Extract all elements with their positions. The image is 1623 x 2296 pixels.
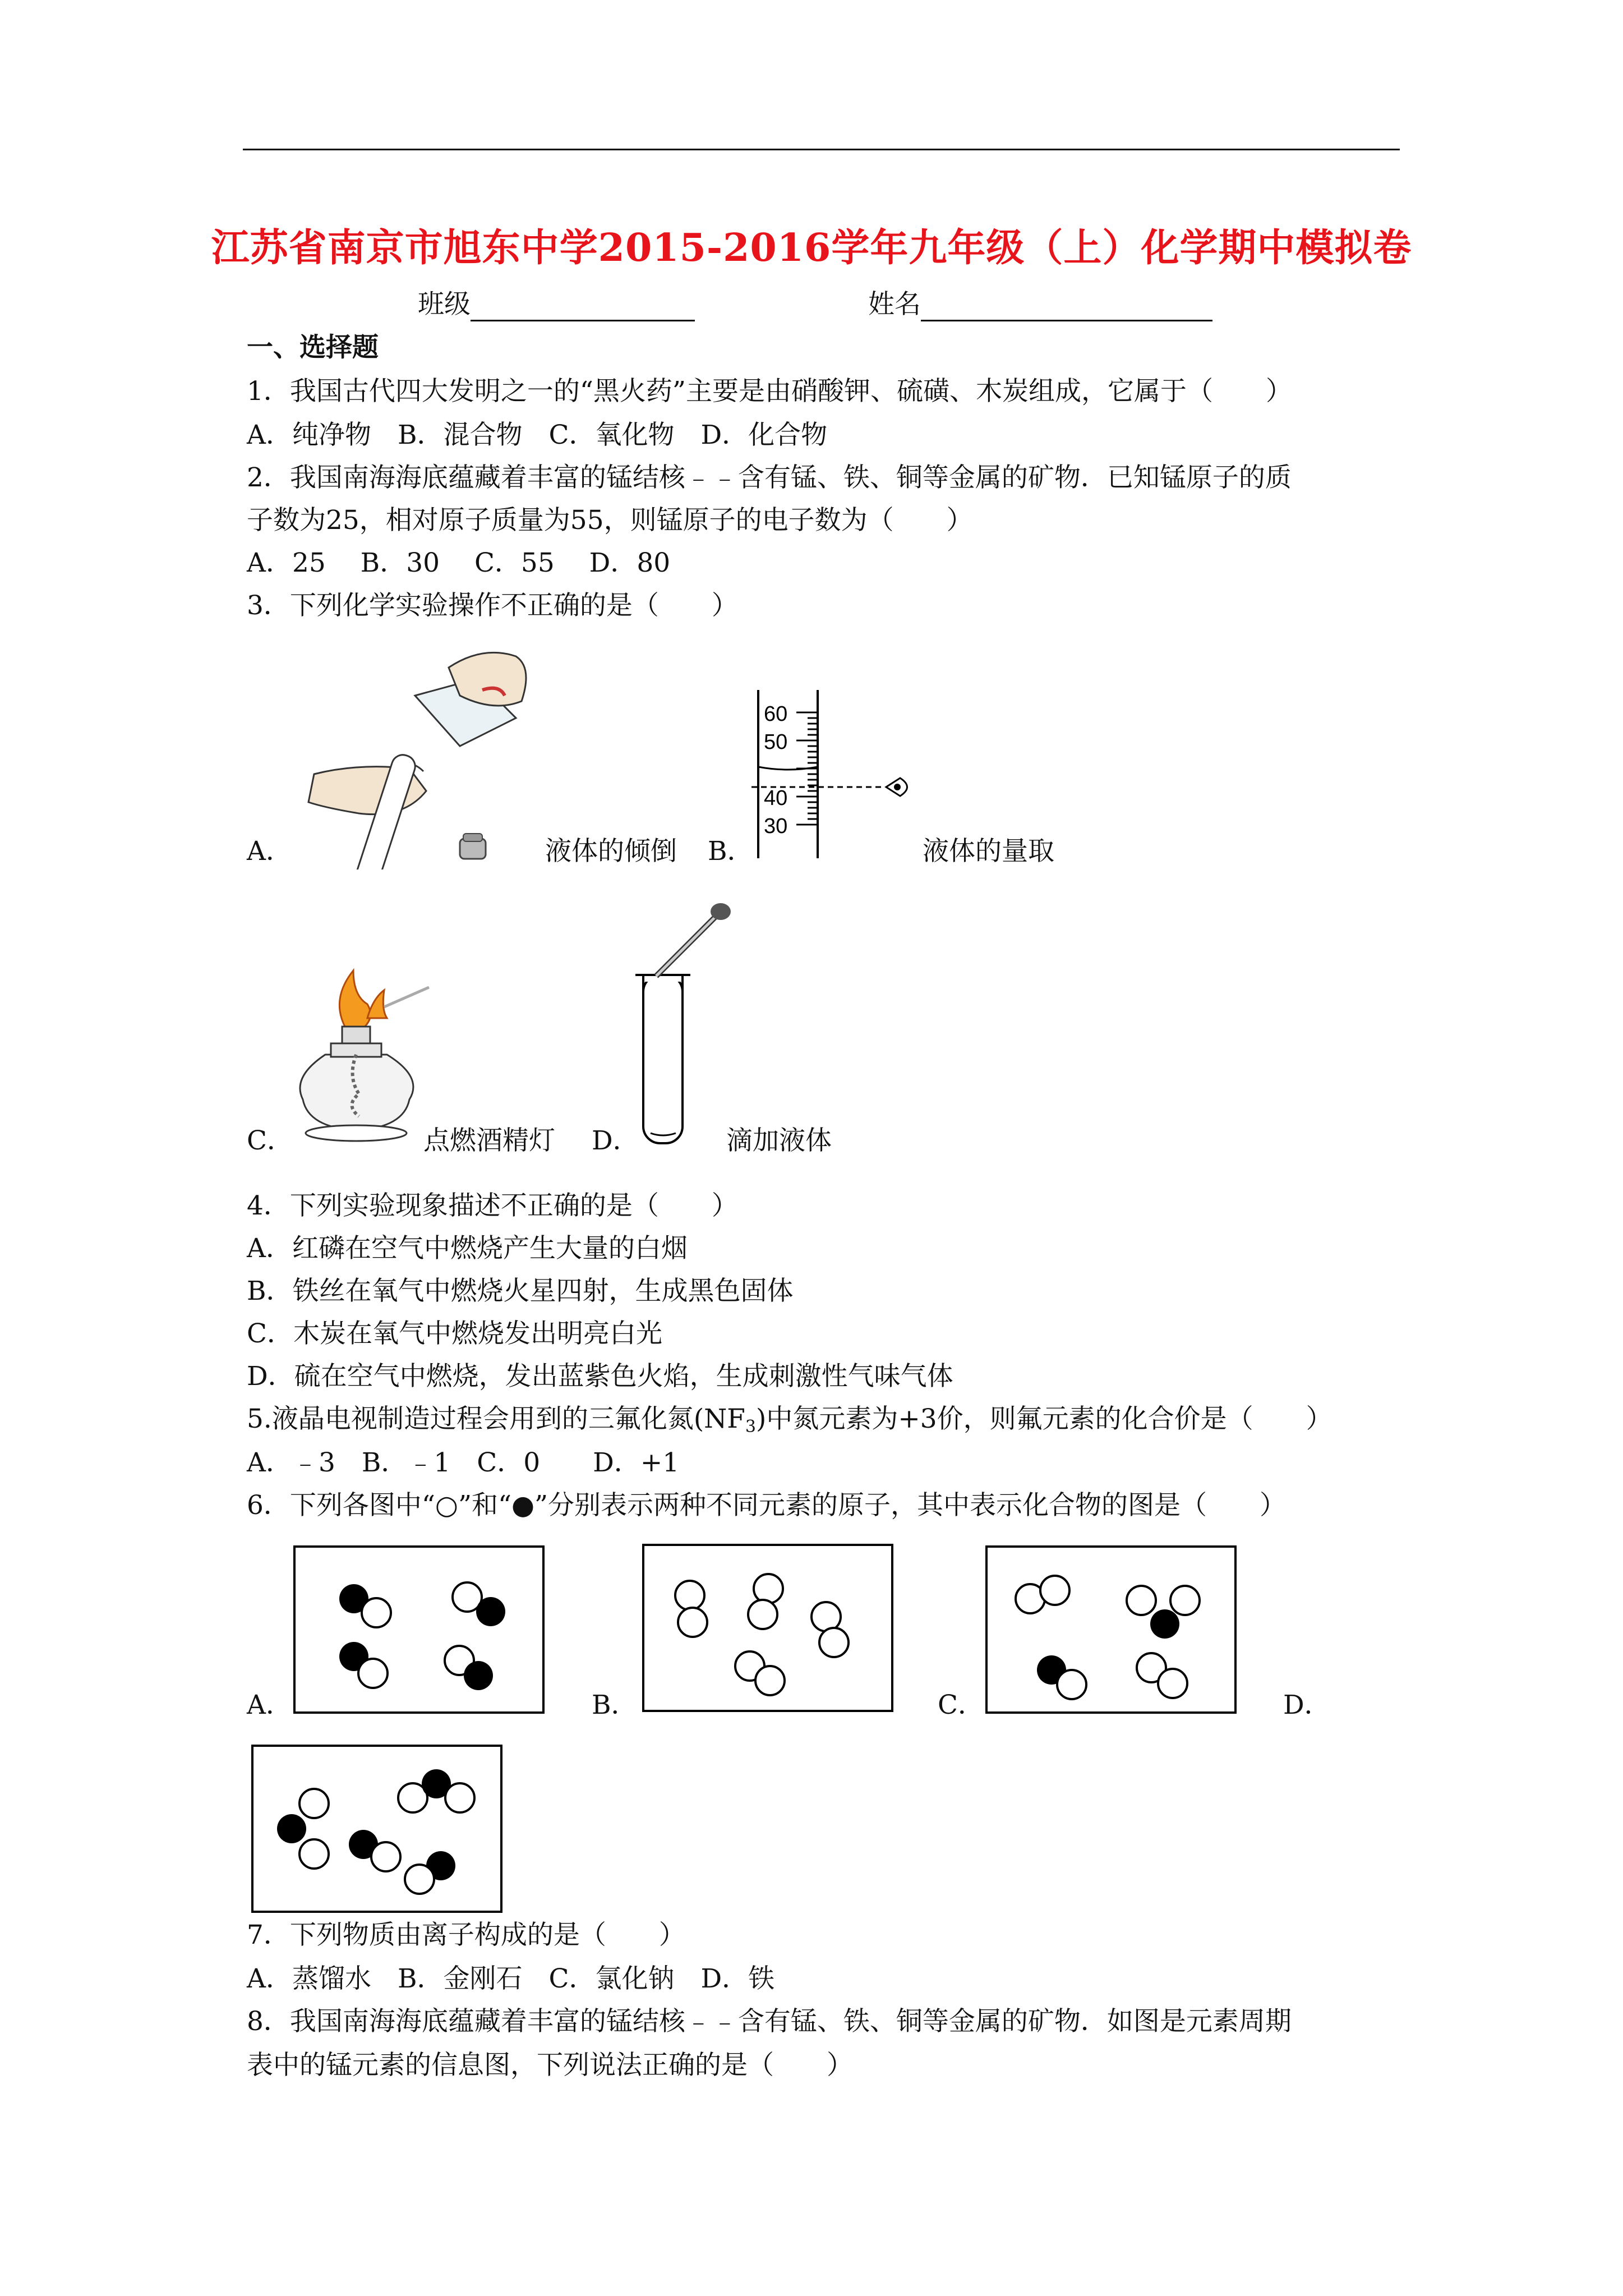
class-label: 班级 [418, 289, 471, 320]
q5-options: A．﹣3 B．﹣1 C．0 D．+1 [247, 1447, 680, 1478]
q1-stem: 1．我国古代四大发明之一的“黑火药”主要是由硝酸钾、硫磺、木炭组成，它属于（ ） [247, 376, 1292, 407]
q5-subscript: 3 [745, 1417, 757, 1437]
q2-stem-line2: 子数为25，相对原子质量为55，则锰原子的电子数为（ ） [247, 505, 973, 536]
q4-option-c: C．木炭在氧气中燃烧发出明亮白光 [247, 1318, 662, 1349]
q3-a-caption: 液体的倾倒 [545, 836, 677, 867]
q6-stem: 6．下列各图中“○”和“●”分别表示两种不同元素的原子，其中表示化合物的图是（ ） [247, 1490, 1287, 1521]
q6-label-a: A． [247, 1690, 292, 1720]
q7-options: A．蒸馏水 B．金刚石 C．氯化钠 D．铁 [247, 1963, 775, 1994]
cylinder-tick-60: 60 [764, 702, 788, 726]
cylinder-tick-30: 30 [764, 815, 788, 838]
q5-stem [247, 1402, 1332, 1444]
top-rule [243, 149, 1400, 150]
q1-options: A．纯净物 B．混合物 C．氧化物 D．化合物 [247, 420, 828, 450]
q2-stem-line1: 2．我国南海海底蕴藏着丰富的锰结核﹣﹣含有锰、铁、铜等金属的矿物．已知锰原子的质 [247, 462, 1292, 493]
q3-c-caption: 点燃酒精灯 [423, 1125, 555, 1156]
class-field [418, 288, 695, 321]
q5-stem-after: )中氮元素为+3价，则氟元素的化合价是（ ） [756, 1404, 1332, 1434]
molecule-box-d [251, 1745, 502, 1913]
name-blank [921, 291, 1212, 321]
q2-options: A．25 B．30 C．55 D．80 [247, 547, 671, 578]
molecule-box-a [293, 1545, 545, 1714]
pouring-liquid-figure [292, 634, 544, 869]
q6-label-c: C． [938, 1690, 984, 1720]
q4-option-d: D．硫在空气中燃烧，发出蓝紫色火焰，生成刺激性气味气体 [247, 1361, 953, 1392]
name-field [868, 288, 1212, 321]
section-heading: 一、选择题 [247, 332, 379, 363]
q8-stem-line2: 表中的锰元素的信息图，下列说法正确的是（ ） [247, 2050, 853, 2081]
q3-a-letter: A． [247, 836, 292, 867]
q4-stem: 4．下列实验现象描述不正确的是（ ） [247, 1190, 738, 1221]
q3-stem: 3．下列化学实验操作不正确的是（ ） [247, 590, 738, 621]
dropper-test-tube-figure [631, 903, 743, 1156]
class-blank [471, 291, 695, 321]
q3-d-letter: D． [592, 1125, 639, 1156]
alcohol-lamp-figure [292, 965, 437, 1150]
q4-option-b: B．铁丝在氧气中燃烧火星四射，生成黑色固体 [247, 1276, 794, 1306]
page-title: 江苏省南京市旭东中学2015-2016学年九年级（上）化学期中模拟卷 [211, 226, 1412, 270]
molecule-box-b [642, 1544, 893, 1712]
q7-stem: 7．下列物质由离子构成的是（ ） [247, 1920, 685, 1950]
q6-label-d: D． [1283, 1690, 1331, 1720]
cylinder-tick-50: 50 [764, 730, 788, 754]
q8-stem-line1: 8．我国南海海底蕴藏着丰富的锰结核﹣﹣含有锰、铁、铜等金属的矿物．如图是元素周期 [247, 2006, 1292, 2037]
q3-b-letter: B． [708, 836, 754, 867]
q3-c-letter: C． [247, 1125, 293, 1156]
q6-label-b: B． [592, 1690, 638, 1720]
q3-b-caption: 液体的量取 [923, 836, 1054, 867]
q4-option-a: A．红磷在空气中燃烧产生大量的白烟 [247, 1233, 688, 1264]
cylinder-tick-40: 40 [764, 786, 788, 810]
q5-stem-before: 5.液晶电视制造过程会用到的三氟化氮(NF [247, 1404, 745, 1434]
measuring-cylinder-figure [751, 687, 931, 861]
q3-d-caption: 滴加液体 [726, 1125, 832, 1156]
name-label: 姓名 [868, 289, 921, 320]
molecule-box-c [985, 1545, 1237, 1714]
